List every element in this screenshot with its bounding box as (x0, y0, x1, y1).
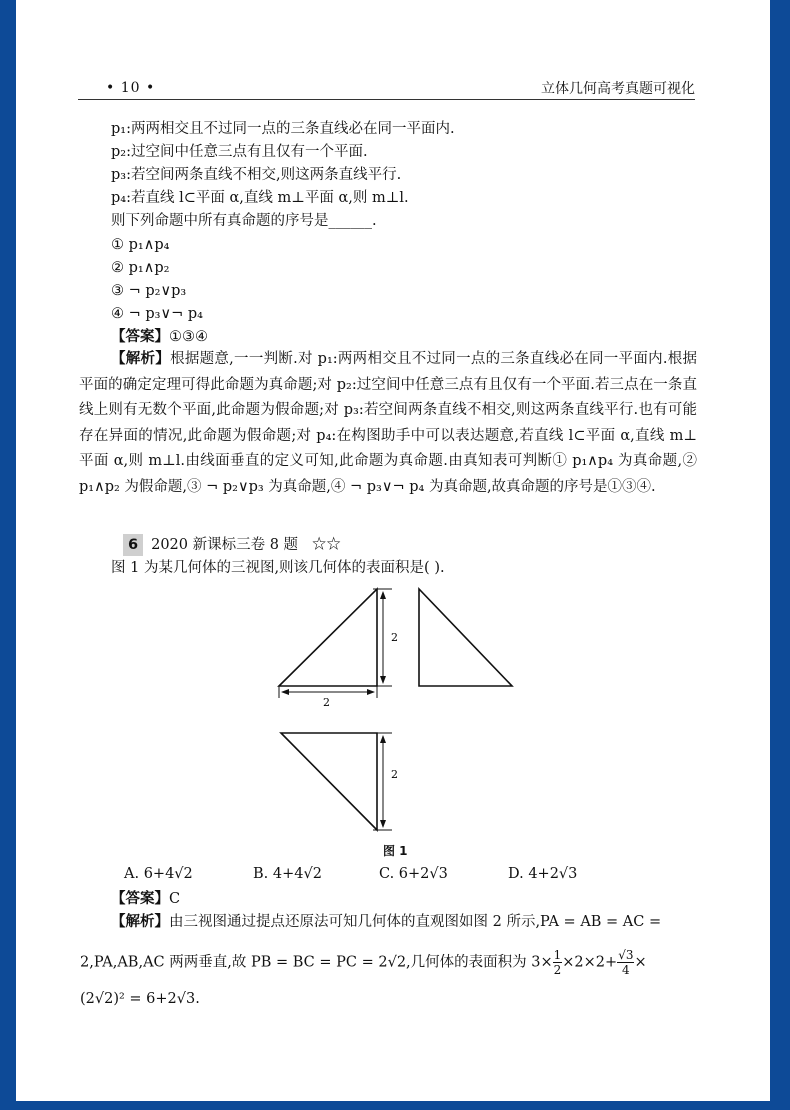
difficulty-stars: ☆☆ (311, 537, 341, 553)
front-width-label: 2 (323, 696, 330, 709)
question-number-badge: 6 (123, 534, 143, 556)
problem6-analysis-line1 (111, 911, 661, 933)
choice-c: C. 6+2√3 (379, 866, 448, 882)
choice-a: A. 6+4√2 (124, 866, 193, 882)
analysis-text: 根据题意,一一判断.对 p₁:两两相交且不过同一点的三条直线必在同一平面内.根据平面的确定定理可得此命题为真命题;对 p₂:过空间中任意三点有且仅有一个平面.若三点在一条直线上则有无数个平面,此命题为假命题;对 p₃:若空间两条直线不相交,则这两条直线平行.也有可能存在异面的情况,此命题为假命题;对 p₄:在构图助手中可以表达题意,若直线 l⊂平面 α,直线 m⊥平面 α,则 m⊥l.由线面垂直的定义可知,此命题为真命题.由真知表可判断① p₁∧p₄ 为真命题,② p₁∧p₂ 为假命题,③ ¬ p₂∨p₃ 为真命题,④ ¬ p₃∨¬ p₄ 为真命题,故真命题的序号是①③④. (79, 351, 698, 495)
fraction-sqrt3-over-4 (617, 948, 634, 977)
option-2: ② p₁∧p₂ (111, 260, 170, 276)
page-number: • 10 • (106, 80, 156, 96)
problem6-answer-value: C (169, 891, 181, 907)
answer-value: ①③④ (169, 329, 208, 345)
problem6-analysis-text2c: × (634, 954, 647, 971)
problem6-analysis-label: 【解析】 (111, 914, 169, 930)
top-height-label: 2 (391, 768, 398, 781)
problem6-analysis-line2 (80, 948, 647, 977)
problem6-analysis-line3: (2√2)² = 6+2√3. (80, 991, 200, 1007)
side-view (419, 589, 512, 686)
choice-d: D. 4+2√3 (508, 866, 578, 882)
question-prompt: 则下列命题中所有真命题的序号是______. (111, 213, 377, 229)
problem6-analysis-text1: 由三视图通过提点还原法可知几何体的直观图如图 2 所示,PA = AB = AC = (169, 914, 662, 930)
proposition-p3: p₃:若空间两条直线不相交,则这两条直线平行. (111, 167, 402, 183)
top-view (281, 733, 377, 830)
proposition-p2: p₂:过空间中任意三点有且仅有一个平面. (111, 144, 368, 160)
problem6-analysis-text2a: 2,PA,AB,AC 两两垂直,故 PB = BC = PC = 2√2,几何体的表面积为 3× (80, 954, 553, 971)
problem6-answer-line (111, 888, 180, 910)
front-height-label: 2 (391, 631, 398, 644)
running-title: 立体几何高考真题可视化 (541, 81, 695, 97)
problem6-stem: 图 1 为某几何体的三视图,则该几何体的表面积是( ). (111, 560, 445, 576)
fraction-numerator: √3 (618, 948, 634, 962)
analysis-label: 【解析】 (111, 351, 171, 367)
problem-source: 2020 新课标三卷 8 题 (151, 537, 299, 553)
front-view (279, 589, 377, 686)
fraction-denominator: 4 (622, 963, 630, 977)
problem6-answer-label: 【答案】 (111, 891, 169, 907)
option-4: ④ ¬ p₃∨¬ p₄ (111, 306, 203, 322)
problem6-analysis-text2b: ×2×2+ (562, 954, 618, 971)
proposition-p4: p₄:若直线 l⊂平面 α,直线 m⊥平面 α,则 m⊥l. (111, 190, 409, 206)
fraction-one-half (553, 948, 563, 977)
proposition-p1: p₁:两两相交且不过同一点的三条直线必在同一平面内. (111, 121, 455, 137)
option-3: ③ ¬ p₂∨p₃ (111, 283, 187, 299)
fraction-numerator: 1 (553, 948, 562, 962)
option-1: ① p₁∧p₄ (111, 237, 170, 253)
choice-b: B. 4+4√2 (253, 866, 322, 882)
answer-label: 【答案】 (111, 329, 169, 345)
figure-caption: 图 1 (383, 844, 408, 858)
fraction-denominator: 2 (553, 963, 562, 977)
